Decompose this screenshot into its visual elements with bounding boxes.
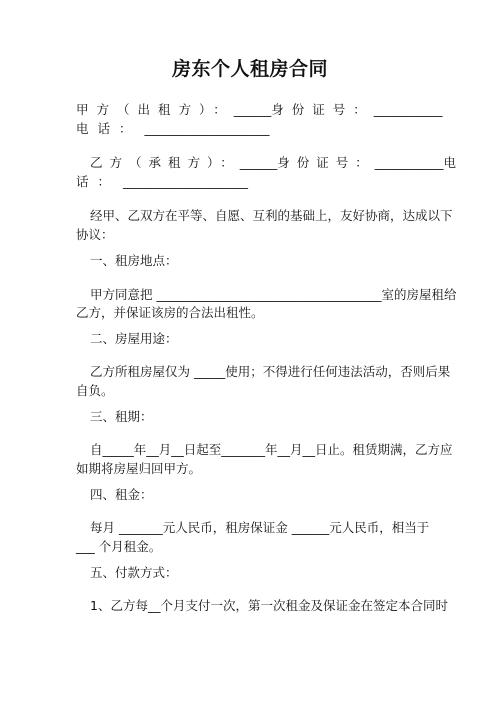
- party-a-line-1: [76, 102, 443, 118]
- party-b-name-blank: ______: [239, 155, 278, 170]
- section-3-line-1: 自_____年__月__日起至_______年__月__日止。租赁期满，乙方应: [90, 442, 453, 457]
- party-b-id-blank: ___________: [374, 155, 444, 170]
- intro-line-2: 协议：: [76, 227, 114, 242]
- party-a-label: 甲方（出租方）：: [76, 102, 234, 117]
- party-a-id-blank: ___________: [373, 102, 443, 117]
- party-b-line-1: [90, 155, 457, 171]
- section-4-line-1: 每月 _______元人民币，租房保证金 ______元人民币，相当于: [90, 520, 430, 535]
- section-3-heading: 三、租期：: [90, 409, 153, 424]
- party-b-label: 乙方（承租方）：: [90, 155, 240, 170]
- section-2-line-1: 乙方所租房屋仅为 _____使用；不得进行任何违法活动，否则后果: [90, 364, 451, 379]
- party-b-line-2: [76, 174, 426, 190]
- party-b-phone-label: 话：: [76, 174, 120, 189]
- party-a-id-label: 身份证号：: [271, 102, 374, 117]
- party-a-phone-blank: ____________________: [144, 121, 270, 136]
- party-a-line-2: [76, 121, 426, 137]
- section-1-heading: 一、租房地点：: [90, 253, 178, 268]
- section-3-line-2: 如期将房屋归回甲方。: [76, 461, 202, 476]
- party-b-phone-label-start: 电: [443, 155, 457, 170]
- party-a-name-blank: ______: [233, 102, 272, 117]
- section-4-heading: 四、租金：: [90, 487, 153, 502]
- section-1-line-2: 乙方，并保证该房的合法出租性。: [76, 305, 264, 320]
- party-a-phone-label: 电话：: [76, 121, 141, 136]
- section-2-heading: 二、房屋用途：: [90, 331, 178, 346]
- party-b-id-label: 身份证号：: [277, 155, 375, 170]
- section-2-line-2: 自负。: [76, 383, 114, 398]
- section-4-line-2: ___ 个月租金。: [76, 539, 162, 554]
- section-1-line-1: 甲方同意把 ____________________________________室的房屋租给: [90, 287, 457, 302]
- section-5-heading: 五、付款方式：: [90, 565, 178, 580]
- party-b-phone-blank: ____________________: [123, 174, 248, 189]
- document-title: 房东个人租房合同: [171, 58, 328, 80]
- intro-line-1: 经甲、乙双方在平等、自愿、互利的基础上，友好协商，达成以下: [90, 208, 453, 223]
- section-5-line-1: 1、乙方每__个月支付一次，第一次租金及保证金在签定本合同时: [90, 598, 448, 613]
